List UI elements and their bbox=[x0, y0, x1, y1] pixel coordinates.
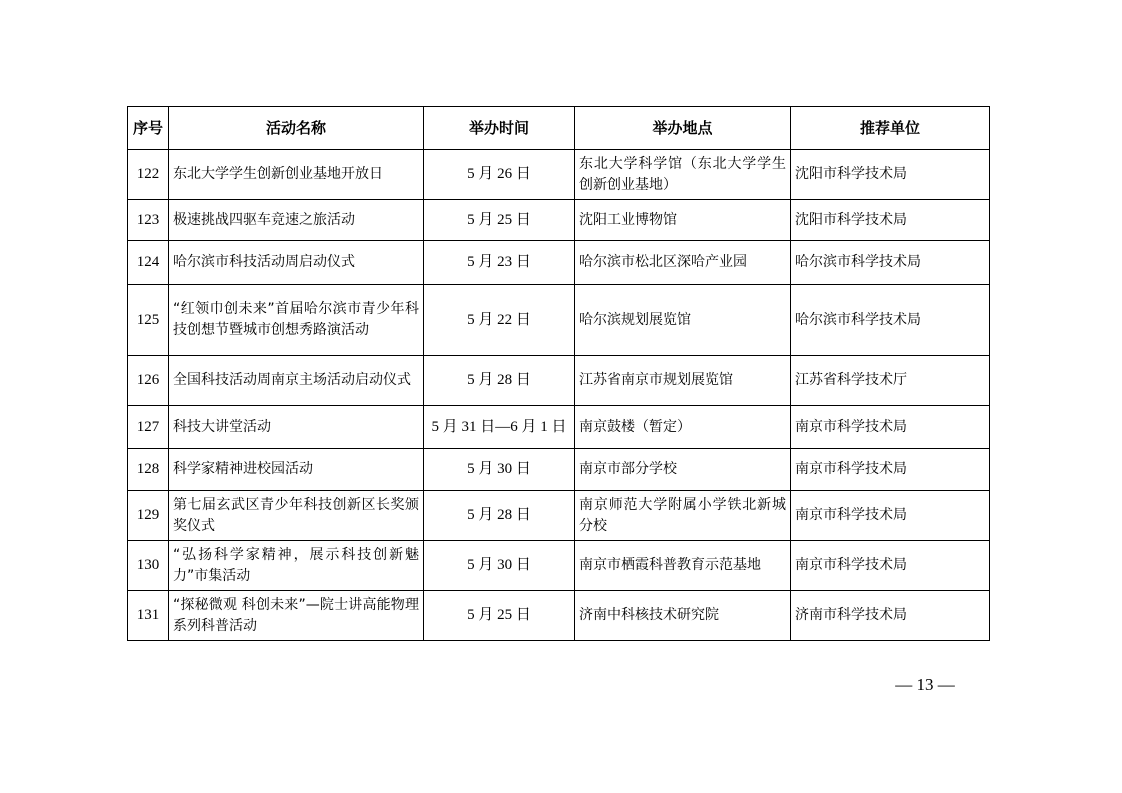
activity-name: “探秘微观 科创未来”—院士讲高能物理系列科普活动 bbox=[169, 591, 424, 641]
activity-name: 极速挑战四驱车竞速之旅活动 bbox=[169, 200, 424, 241]
activity-time: 5 月 25 日 bbox=[424, 200, 575, 241]
row-number: 127 bbox=[128, 406, 169, 449]
activity-time: 5 月 30 日 bbox=[424, 449, 575, 491]
recommending-unit: 沈阳市科学技术局 bbox=[791, 150, 990, 200]
activity-location: 沈阳工业博物馆 bbox=[575, 200, 791, 241]
recommending-unit: 南京市科学技术局 bbox=[791, 491, 990, 541]
activity-name: “弘扬科学家精神，展示科技创新魅力”市集活动 bbox=[169, 541, 424, 591]
activity-time: 5 月 26 日 bbox=[424, 150, 575, 200]
row-number: 124 bbox=[128, 241, 169, 285]
row-number: 123 bbox=[128, 200, 169, 241]
activity-location: 南京市栖霞科普教育示范基地 bbox=[575, 541, 791, 591]
activity-time: 5 月 28 日 bbox=[424, 491, 575, 541]
table-row bbox=[128, 449, 990, 491]
activity-location: 南京师范大学附属小学铁北新城分校 bbox=[575, 491, 791, 541]
recommending-unit: 济南市科学技术局 bbox=[791, 591, 990, 641]
row-number: 130 bbox=[128, 541, 169, 591]
table-header-row bbox=[128, 107, 990, 150]
activity-name: 科学家精神进校园活动 bbox=[169, 449, 424, 491]
table-row bbox=[128, 541, 990, 591]
activity-table bbox=[127, 106, 990, 641]
activity-name: 科技大讲堂活动 bbox=[169, 406, 424, 449]
activity-name: “红领巾创未来”首届哈尔滨市青少年科技创想节暨城市创想秀路演活动 bbox=[169, 285, 424, 356]
table-row bbox=[128, 285, 990, 356]
row-number: 125 bbox=[128, 285, 169, 356]
table-row bbox=[128, 150, 990, 200]
table-row bbox=[128, 591, 990, 641]
activity-name: 东北大学学生创新创业基地开放日 bbox=[169, 150, 424, 200]
recommending-unit: 哈尔滨市科学技术局 bbox=[791, 285, 990, 356]
activity-location: 哈尔滨市松北区深哈产业园 bbox=[575, 241, 791, 285]
activity-location: 南京市部分学校 bbox=[575, 449, 791, 491]
recommending-unit: 南京市科学技术局 bbox=[791, 406, 990, 449]
table-row bbox=[128, 200, 990, 241]
row-number: 131 bbox=[128, 591, 169, 641]
header-location: 举办地点 bbox=[575, 107, 791, 150]
activity-time: 5 月 31 日—6 月 1 日 bbox=[424, 406, 575, 449]
activity-location: 江苏省南京市规划展览馆 bbox=[575, 356, 791, 406]
activity-time: 5 月 22 日 bbox=[424, 285, 575, 356]
table-row bbox=[128, 406, 990, 449]
activity-location: 济南中科核技术研究院 bbox=[575, 591, 791, 641]
header-serial: 序号 bbox=[128, 107, 169, 150]
activity-time: 5 月 30 日 bbox=[424, 541, 575, 591]
row-number: 122 bbox=[128, 150, 169, 200]
recommending-unit: 江苏省科学技术厅 bbox=[791, 356, 990, 406]
activity-name: 哈尔滨市科技活动周启动仪式 bbox=[169, 241, 424, 285]
activity-time: 5 月 23 日 bbox=[424, 241, 575, 285]
activity-time: 5 月 28 日 bbox=[424, 356, 575, 406]
activity-location: 东北大学科学馆（东北大学学生创新创业基地） bbox=[575, 150, 791, 200]
activity-name: 第七届玄武区青少年科技创新区长奖颁奖仪式 bbox=[169, 491, 424, 541]
row-number: 129 bbox=[128, 491, 169, 541]
header-time: 举办时间 bbox=[424, 107, 575, 150]
recommending-unit: 哈尔滨市科学技术局 bbox=[791, 241, 990, 285]
activity-time: 5 月 25 日 bbox=[424, 591, 575, 641]
header-recommending-unit: 推荐单位 bbox=[791, 107, 990, 150]
row-number: 128 bbox=[128, 449, 169, 491]
recommending-unit: 沈阳市科学技术局 bbox=[791, 200, 990, 241]
recommending-unit: 南京市科学技术局 bbox=[791, 541, 990, 591]
table-row bbox=[128, 491, 990, 541]
table-row bbox=[128, 241, 990, 285]
activity-location: 哈尔滨规划展览馆 bbox=[575, 285, 791, 356]
table-row bbox=[128, 356, 990, 406]
header-activity-name: 活动名称 bbox=[169, 107, 424, 150]
recommending-unit: 南京市科学技术局 bbox=[791, 449, 990, 491]
page-number: — 13 — bbox=[895, 675, 955, 694]
row-number: 126 bbox=[128, 356, 169, 406]
activity-name: 全国科技活动周南京主场活动启动仪式 bbox=[169, 356, 424, 406]
activity-location: 南京鼓楼（暂定） bbox=[575, 406, 791, 449]
